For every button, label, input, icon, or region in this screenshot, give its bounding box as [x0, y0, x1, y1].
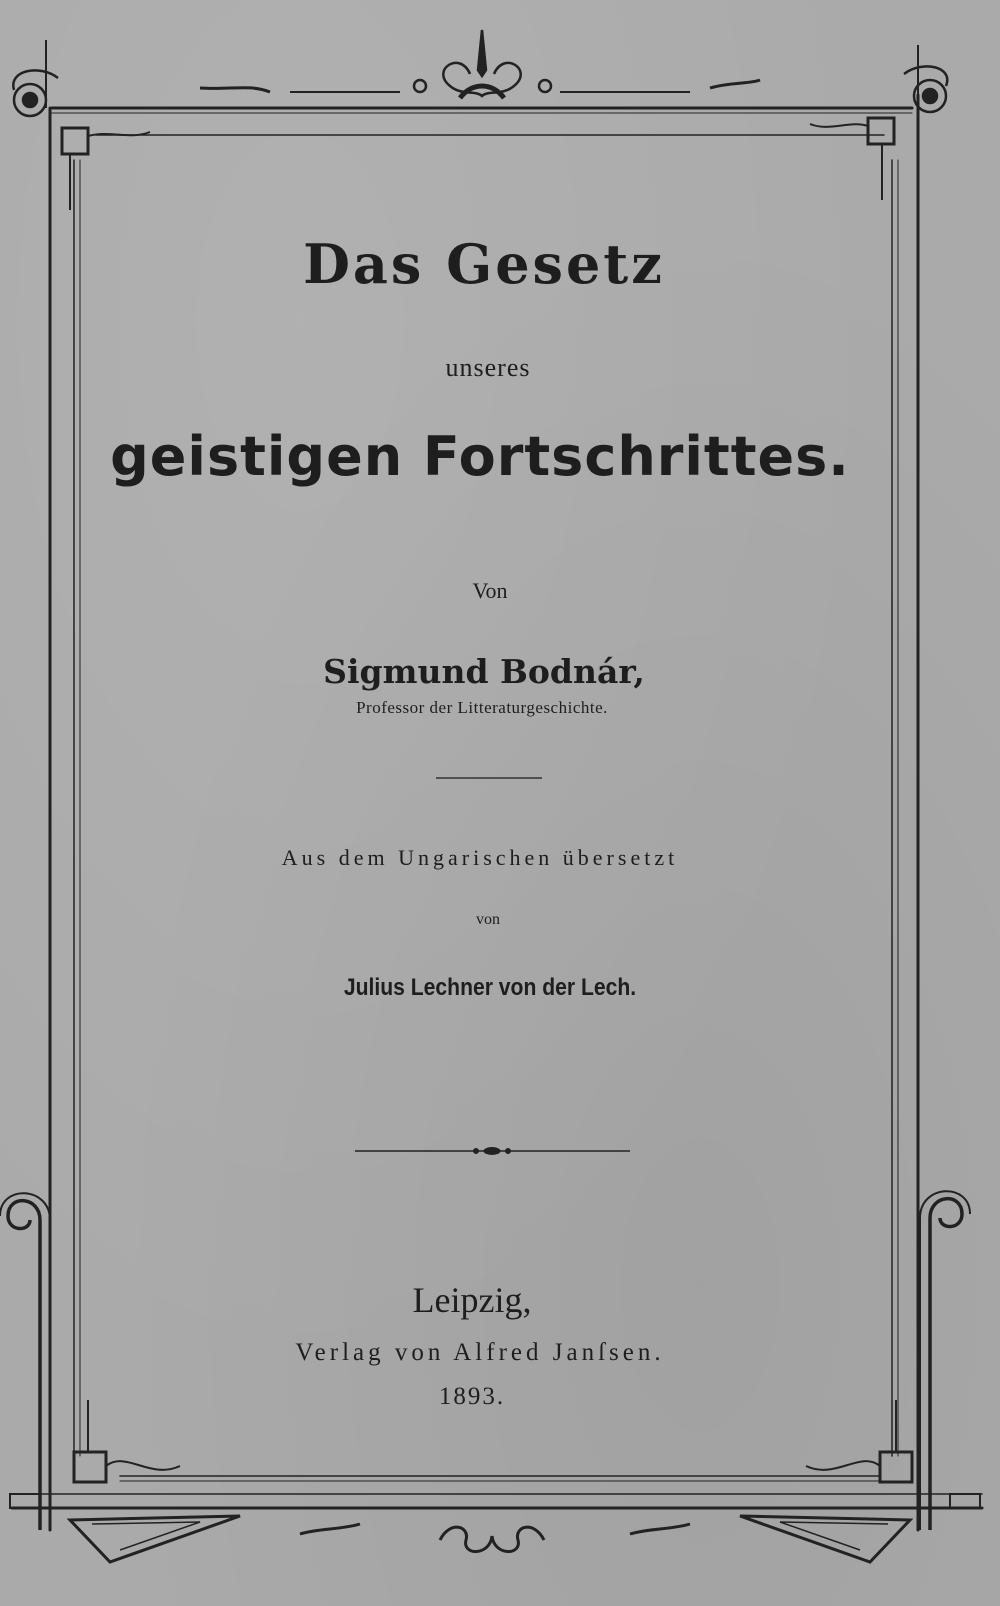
imprint-year: 1893. — [438, 1383, 506, 1410]
bottom-flourish-ornament — [70, 1516, 910, 1562]
translation-by-label: von — [476, 911, 500, 928]
author-name: Sigmund Bodnár, — [323, 652, 645, 691]
author-position: Professor der Litteraturgeschichte. — [356, 698, 608, 717]
imprint-publisher: Verlag von Alfred Janſsen. — [295, 1339, 665, 1366]
imprint-city: Leipzig, — [412, 1280, 532, 1320]
author-by-label: Von — [472, 578, 508, 603]
translation-note: Aus dem Ungarischen übersetzt — [281, 845, 679, 870]
title-subtitle: geistigen Fortschrittes. — [110, 425, 850, 488]
translator-name: Julius Lechner von der Lech. — [343, 974, 637, 1001]
crown-ornament-top — [200, 30, 760, 98]
title-connector: unseres — [445, 353, 531, 382]
title-main: Das Gesetz — [303, 232, 665, 296]
dotted-divider-ornament — [355, 1148, 630, 1155]
